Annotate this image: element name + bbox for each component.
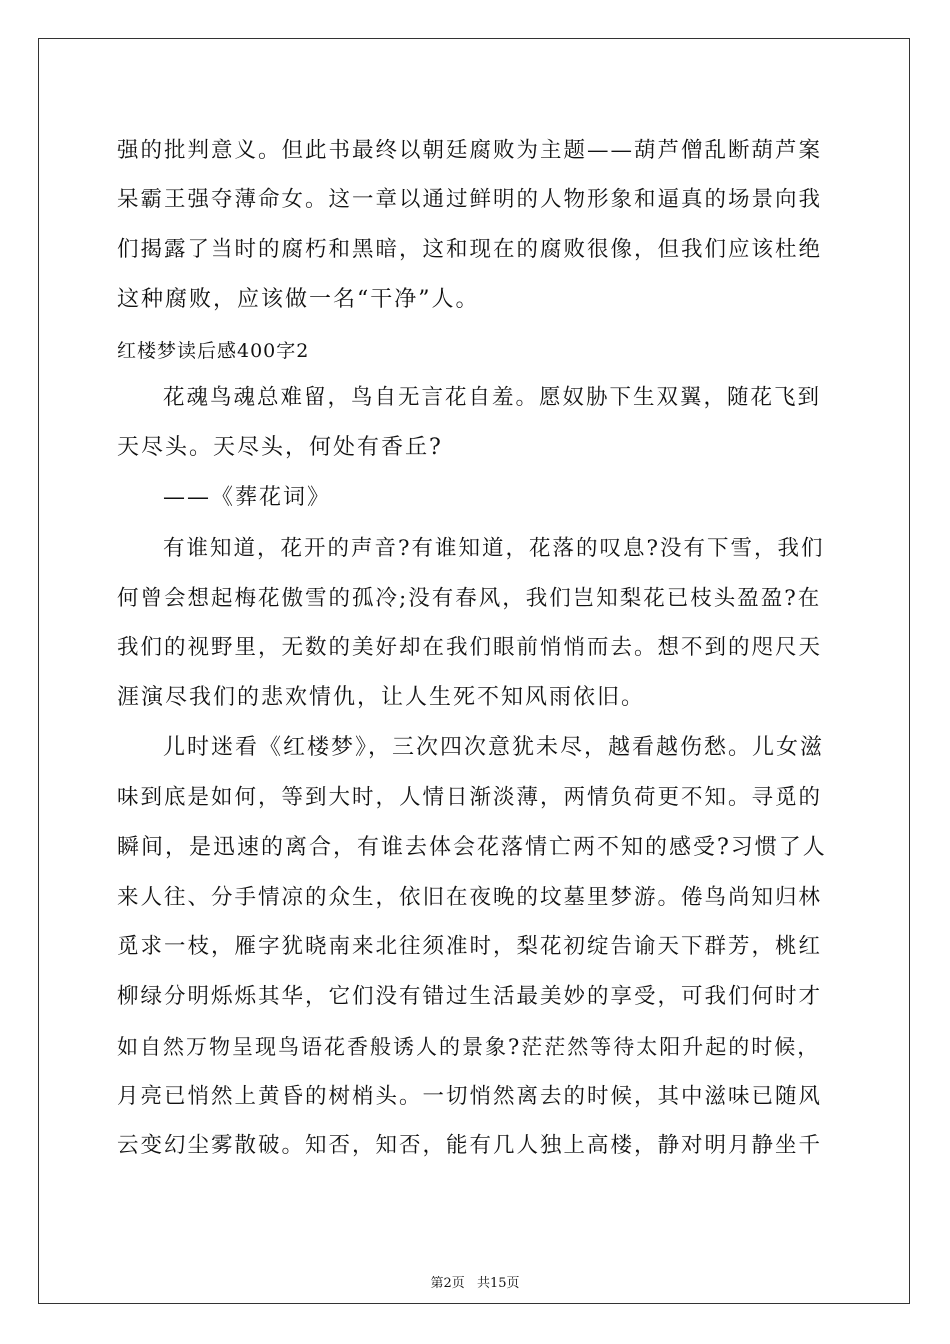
text-line: 强的批判意义。但此书最终以朝廷腐败为主题——葫芦僧乱断葫芦案	[117, 138, 823, 163]
text-line: 来人往、分手情凉的众生，依旧在夜晚的坟墓里梦游。倦鸟尚知归林	[117, 885, 823, 910]
text-line: 们揭露了当时的腐朽和黑暗，这和现在的腐败很像，但我们应该杜绝	[117, 237, 823, 262]
text-line: 花魂鸟魂总难留，鸟自无言花自羞。愿奴胁下生双翼，随花飞到	[163, 385, 822, 410]
poem-attribution: ——《葬花词》	[163, 485, 332, 510]
text-line: 云变幻尘雾散破。知否，知否，能有几人独上高楼，静对明月静坐千	[117, 1133, 823, 1158]
text-line: 味到底是如何，等到大时，人情日渐淡薄，两情负荷更不知。寻觅的	[117, 785, 823, 810]
text-line: 月亮已悄然上黄昏的树梢头。一切悄然离去的时候，其中滋味已随风	[117, 1084, 823, 1109]
text-line: 有谁知道，花开的声音?有谁知道，花落的叹息?没有下雪，我们	[163, 536, 825, 561]
text-line: 瞬间，是迅速的离合，有谁去体会花落情亡两不知的感受?习惯了人	[117, 835, 827, 860]
page-total: 共15页	[476, 1276, 520, 1291]
text-line: 涯演尽我们的悲欢情仇，让人生死不知风雨依旧。	[117, 685, 646, 710]
page-number: 第2页	[430, 1276, 465, 1291]
page-footer	[0, 1276, 950, 1292]
text-line: 天尽头。天尽头，何处有香丘?	[117, 435, 443, 460]
text-line: 何曾会想起梅花傲雪的孤冷;没有春风，我们岂知梨花已枝头盈盈?在	[117, 586, 822, 611]
page-border	[38, 38, 910, 1304]
text-line: 柳绿分明烁烁其华，它们没有错过生活最美妙的享受，可我们何时才	[117, 984, 823, 1009]
text-line: 儿时迷看《红楼梦》，三次四次意犹未尽，越看越伤愁。儿女滋	[163, 735, 825, 760]
text-line: 如自然万物呈现鸟语花香般诱人的景象?茫茫然等待太阳升起的时候，	[117, 1035, 821, 1059]
section-heading: 红楼梦读后感400字2	[117, 340, 310, 362]
text-line: 这种腐败，应该做一名“干净”人。	[117, 287, 480, 312]
text-line: 呆霸王强夺薄命女。这一章以通过鲜明的人物形象和逼真的场景向我	[117, 187, 823, 212]
text-line: 我们的视野里，无数的美好却在我们眼前悄悄而去。想不到的咫尺天	[117, 635, 823, 660]
text-line: 觅求一枝，雁字犹晓南来北往须准时，梨花初绽告谕天下群芳，桃红	[117, 934, 823, 959]
